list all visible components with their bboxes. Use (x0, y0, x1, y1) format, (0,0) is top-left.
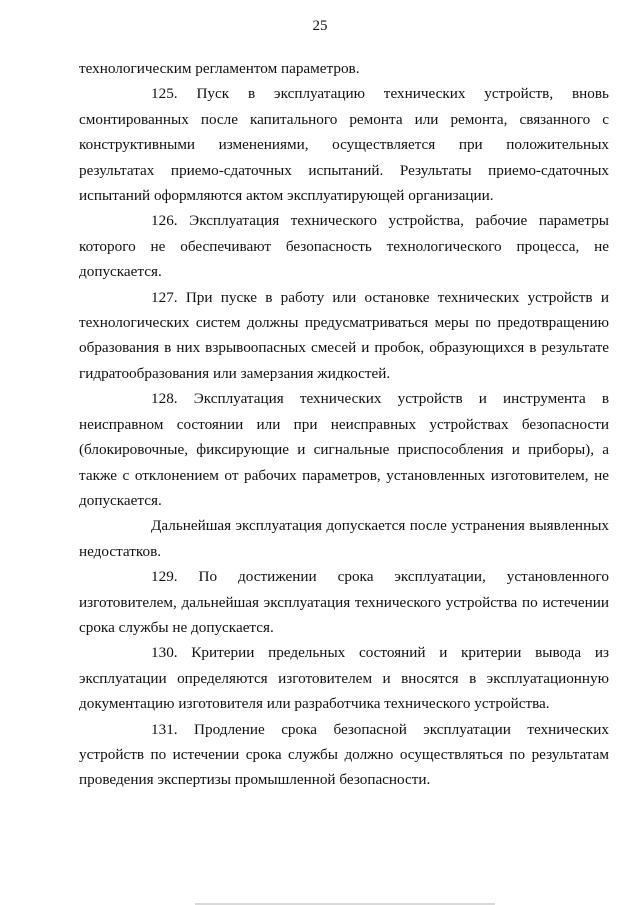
paragraph-131: 131. Продление срока безопасной эксплуатации технических устройств по истечении срока службы должно осуществляться по результатам проведения экспертизы промышленной безопасности. (79, 720, 609, 789)
paragraph-127: 127. При пуске в работу или остановке технических устройств и технологических систем должны предусматриваться меры по предотвращению образования в них взрывоопасных смесей и пробок, образующихся в результате гидратообразования или замерзания жидкостей. (79, 288, 609, 382)
document-body (79, 56, 609, 793)
paragraph-126: 126. Эксплуатация технического устройства, рабочие параметры которого не обеспечивают безопасность технологического процесса, не допускается. (79, 212, 609, 281)
paragraph-continuation: технологическим регламентом параметров. (79, 60, 360, 77)
paragraph-125: 125. Пуск в эксплуатацию технических устройств, вновь смонтированных после капитального ремонта или ремонта, связанного с конструктивными изменениями, осуществляется при положительных результатах приемо-сдаточных испытаний. Результаты приемо-сдаточных испытаний оформляются актом эксплуатирующей организации. (79, 85, 609, 205)
paragraph-128-continuation: Дальнейшая эксплуатация допускается после устранения выявленных недостатков. (79, 517, 609, 560)
paragraph-129: 129. По достижении срока эксплуатации, установленного изготовителем, дальнейшая эксплуатация технического устройства по истечении срока службы не допускается. (79, 568, 609, 636)
paragraph-128: 128. Эксплуатация технических устройств и инструмента в неисправном состоянии или при неисправных устройствах безопасности (блокировочные, фиксирующие и сигнальные приспособления и приборы), а также с отклонением от рабочих параметров, установленных изготовителем, не допускается. (79, 390, 609, 509)
paragraph-130: 130. Критерии предельных состояний и критерии вывода из эксплуатации определяются изготовителем и вносятся в эксплуатационную документацию изготовителя или разработчика технического устройства. (79, 644, 609, 713)
page-number: 25 (312, 18, 328, 34)
